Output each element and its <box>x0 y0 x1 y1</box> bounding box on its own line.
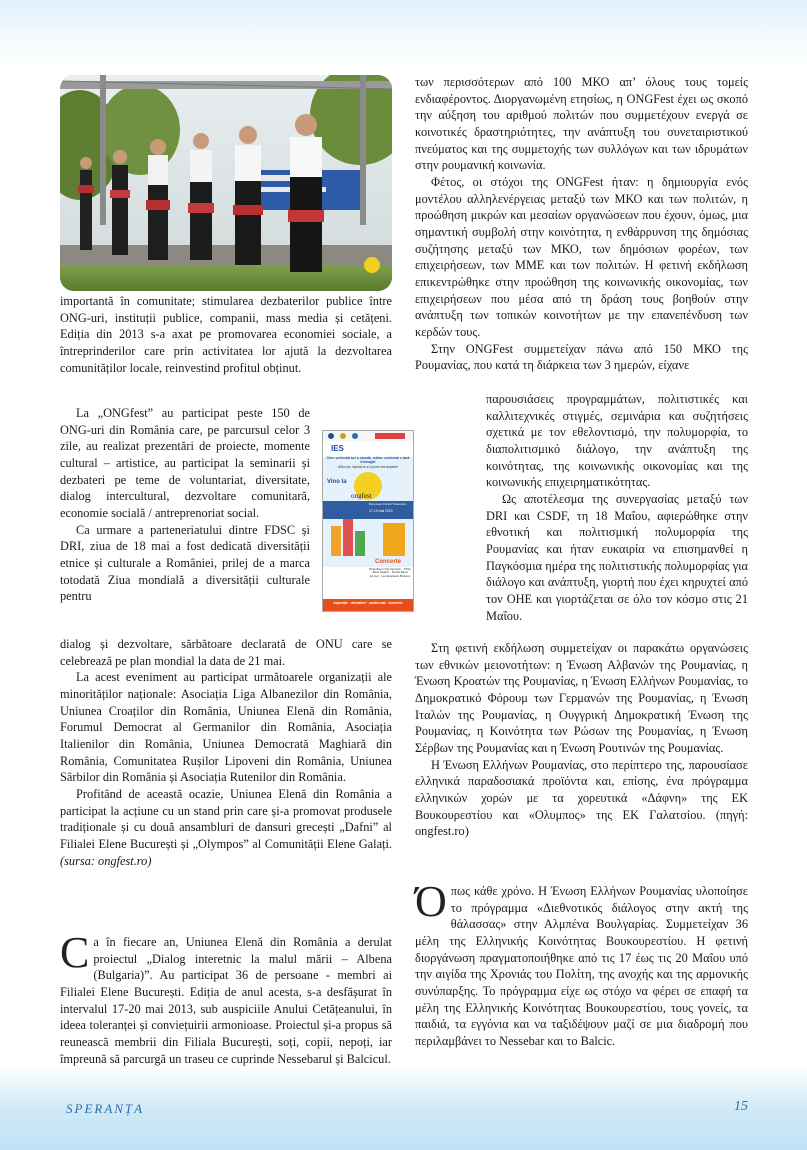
dance-photo <box>60 75 392 291</box>
ro-paragraph-5-text: Profitând de această ocazie, Uniunea Elenă din România a participat la acțiune cu un stand prin care și-a promovat produsele tradiționale și cu două ansambluri de dansuri grecești „Dafni” al Filialei Elene București și „Olympos” al Comunității Elene Galați. <box>60 786 392 851</box>
poster-dates: 17-19 mai 2013 <box>369 509 393 513</box>
gr-dropcap: Ό <box>415 877 447 926</box>
ro-paragraph-5 <box>60 786 392 869</box>
left-column-top <box>60 293 392 376</box>
ongfest-poster <box>322 430 414 612</box>
page-top-band <box>0 0 807 64</box>
right-column-bottom <box>415 640 748 840</box>
poster-slogan-1: Cine schimbă azi o stradă, mâine schimbă o țară Intreagă! <box>326 456 410 465</box>
page-number: 15 <box>734 1099 748 1114</box>
ro-paragraph-6-text: a în fiecare an, Uniunea Elenă din România a derulat proiectul „Dialog interetnic la malul mării – Albena (Bulgaria)”. Au participat 36 de persoane - membri ai Filialei Elene București. Ediția de anul acesta, s-a desfășurat în intervalul 17-20 mai 2013, sub auspiciile Anului Cetățeanului, în ideea toleranței și conviețuirii armonioase. Proiectul și-a propus să reunească membrii din Filiala București, soți, copii, nepoți, iar împreună să parcurgă un traseu ce cuprinde Nessebarul și Balcicul. <box>60 935 392 1066</box>
gr-paragraph-6: Η Ένωση Ελλήνων Ρουμανίας, στο περίπτερο της, παρουσίασε ελληνικά παραδοσιακά προϊόντα και, επίσης, ένα πρόγραμμα ελληνικών χορών με τα χορευτικά «Δάφνη» της ΕΚ Βουκουρεστίου και «Ολυμπος» της ΕΚ Γαλατσίου. (πηγή: ongfest.ro) <box>415 757 748 839</box>
left-column-bottom <box>60 636 392 869</box>
ro-dropcap: C <box>60 928 90 977</box>
dance-photo-image <box>60 75 392 291</box>
gr-paragraph-5: Στη φετινή εκδήλωση συμμετείχαν οι παρακάτω οργανώσεις των εθνικών μειονοτήτων: η Ένωση Αλβανών της Ρουμανίας, η Ένωση Κροατών της Ρουμανίας, η Ένωση Ελλήνων Ρουμανίας, το Δημοκρατικό Φόρουμ των Γερμανών της Ρουμανίας, η Ένωση Ιταλών της Ρουμανίας, η Ουγγρική Δημοκρατική Ένωση της Ρουμανίας, η Κοινότητα των Ρώσων της Ρουμανίας, η Ένωση Σέρβων της Ρουμανίας και η Ένωση Ρουτινών της Ρουμανίας. <box>415 641 748 755</box>
gr-paragraph-7 <box>415 877 748 1050</box>
gr-paragraph-7-text: πως κάθε χρόνο. Η Ένωση Ελλήνων Ρουμανίας υλοποίησε το πρόγραμμα «Διεθνοτικός διάλογος στην ακτή της θάλασσας» στην Αλμπένα Βουλγαρίας. Συμμετείχαν 36 μέλη της Ελληνικής Κοινότητας Βουκουρεστίου. Η φετινή διοργάνωση πραγματοποιήθηκε από τις 17 έως τις 20 Μαΐου υπό την αιγίδα της Χρονιάς του Πολίτη, της ανοχής και της αρμονικής συνύπαρξης. Το πρόγραμμα είχε ως στόχο να φέρει σε επαφή τα μέλη της Ελληνικής Κοινότητας Βουκουρεστίου, τους γονείς, τα παιδιά, τα εγγόνια και να ταξιδέψουν μαζί σε μια διαδρομή που περιλαμβάνει το Nessebar και το Balcic. <box>415 884 748 1048</box>
poster-concerte: Concerte <box>375 559 402 565</box>
right-column-wrap <box>486 391 748 624</box>
gr-paragraph-4: Ως αποτέλεσμα της συνεργασίας μεταξύ των DRI και CSDF, τη 18 Μαΐου, αφιερώθηκε στην εθνοτική και πολιτισμική πολυμορφία της Ρουμανίας και ήταν ευκαιρία να επισημανθεί η Παγκόσμια ημέρα της πολιτιστικής πολυμορφίας για διάλογο και ανάπτυξη, γιορτή που έχει κηρυχτεί από τον ΟΗΕ και γιορτάζεται σε όλο τον κόσμο στις 21 Μαΐου. <box>486 491 748 623</box>
poster-place: București, Parcul Tineretului <box>369 502 407 506</box>
gr-paragraph-2: Φέτος, οι στόχοι της ONGFest ήταν: η δημιουργία ενός μοντέλου αλληλενέργειας μεταξύ των ΜΚΟ και των πολιτών, η προώθηση μικρών και μεσαίων οργανώσεων που έχουν, όμως, μια σημαντική συμβολή στην κοινότητα, η ενθάρρυνση της δημόσιας συζήτησης μεταξύ των ΜΚΟ, των δημόσιων φορέων, των επιχειρήσεων, των ΜΜΕ και των πολιτών. Η φετινή εκδήλωση επικεντρώθηκε στην προώθηση της κοινωνικής οικονομίας, των επιχειρήσεων που μέσα από τη δράση τους βοηθούν στην ανάπτυξη των τοπικών κοινοτήτων με την επανεπένδυση των κερδών τους. <box>415 174 748 339</box>
poster-logo: ongfest <box>351 492 372 500</box>
ro-paragraph-3b: dialog și dezvoltare, sărbătoare declarată de ONU care se celebrează pe plan mondial la data de 21 mai. <box>60 637 392 668</box>
poster-bands: Butterflies in My Stomach · TIPIC · Band Reaktiv · Puzzle Band · Ad Hoc · Les Elephants Bizarres <box>369 567 411 578</box>
gr-paragraph-1: των περισσότερων από 100 ΜΚΟ απ’ όλους τους τομείς ενδιαφέροντος. Διοργανωμένη ετησίως, η ONGFest έχει ως σκοπό την αύξηση του αριθμού πολιτών που συμμετέχουν ενεργά σε κοινοτικές δραστηριότητες, την ανάπτυξη του συνεταιριστικού πνεύματος και της συμμετοχής των συλλόγων και των ιδρυμάτων στην ρουμανική κοινωνία. <box>415 75 748 173</box>
poster-ies-label: IES <box>331 444 344 453</box>
magazine-name: SPERANȚA <box>66 1101 145 1116</box>
ro-paragraph-6 <box>60 928 392 1067</box>
gr-paragraph-3a: Στην ONGFest συμμετείχαν πάνω από 150 ΜΚΟ της Ρουμανίας, που κατά τη διάρκεια των 3 ημερών, είχανε <box>415 341 748 373</box>
gr-paragraph-3b: παρουσιάσεις προγραμμάτων, πολιτιστικές και καλλιτεχνικές στιγμές, σεμινάρια και συζητήσεις σχετικά με τον εθελοντισμό, την πολυμορφία, το διαπολιτισμικό διάλογο, την ανάπτυξη της κοινότητας, της κοινωνικής οικονομίας και της κοινωνικής επιχειρηματικότητας. <box>486 392 748 490</box>
ro-paragraph-1: importantă în comunitate; stimularea dezbaterilor publice între ONG-uri, instituții publice, companii, mass media și cetățeni. Ediția din 2013 s-a axat pe promovarea economiei sociale, a întreprinderilor care prin activitatea lor ajută la dezvoltarea comunităților locale, reinvestind profitul obținut. <box>60 294 392 375</box>
ro-paragraph-3a: Ca urmare a parteneriatului dintre FDSC și DRI, ziua de 18 mai a fost dedicată diversității etnice și culturale a României, prilej de a marca totodată Ziua mondială a diversității culturale pentru <box>60 522 310 604</box>
right-column-trip <box>415 877 748 1050</box>
ro-paragraph-4: La acest eveniment au participat următoarele organizații ale minorităților naționale: Asociația Liga Albanezilor din România, Uniunea Croaților din România, Uniunea Elenă din România, Forumul Democrat al Germanilor din România, Asociația Italienilor din România, Uniunea Democrată Maghiară din România, Comunitatea Rușilor Lipoveni din România, Uniunea Sârbilor din România și Asociația Rutenilor din România. <box>60 670 392 785</box>
right-column-top <box>415 74 748 374</box>
poster-vino-la: Vino la <box>327 479 347 485</box>
ro-paragraph-2: La „ONGfest” au participat peste 150 de ONG-uri din România care, pe parcursul celor 3 zile, au realizat prezentări de proiecte, momente cultural – artistice, au participat la seminarii și dezbateri pe teme de voluntariat, diversitate, dialog intercultural, dezvoltare comunitară, economie socială / antreprenoriat social. <box>60 406 310 520</box>
poster-bottom-strip: expoziție · dezbateri · nonformal · concerte <box>333 601 403 605</box>
ro-source-note: (sursa: ongfest.ro) <box>60 853 152 868</box>
left-column-wrap <box>60 405 310 605</box>
left-column-dialog <box>60 928 392 1067</box>
poster-slogan-2: Află cum, implică-te și ți pune mai departe! <box>337 465 399 469</box>
